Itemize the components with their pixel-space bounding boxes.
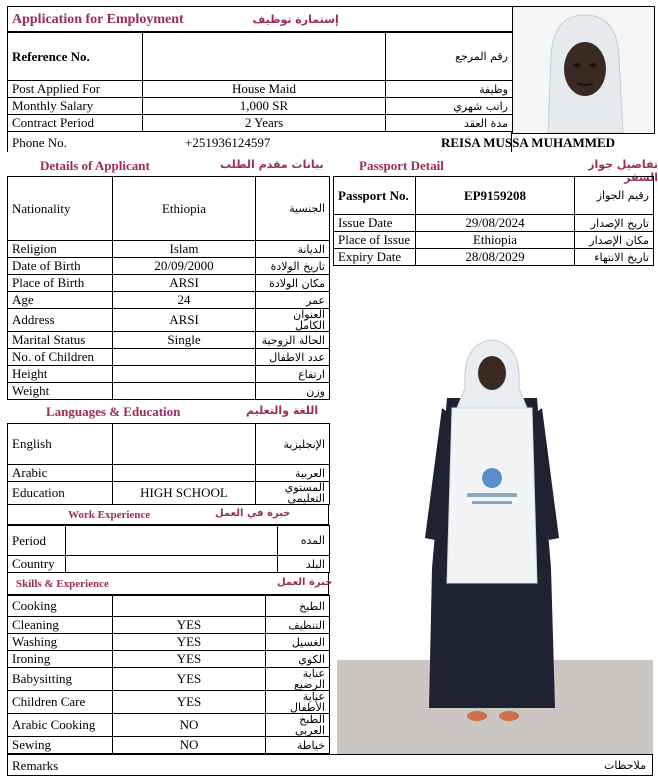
row-label: Period	[8, 526, 66, 556]
skills-title: Skills & Experience	[16, 578, 109, 590]
table-row	[8, 691, 330, 714]
row-value: YES	[113, 634, 266, 651]
table-row	[8, 465, 330, 482]
table-row	[8, 115, 513, 132]
table-row	[8, 349, 330, 366]
row-label: Monthly Salary	[8, 98, 143, 115]
row-label: Nationality	[8, 177, 113, 241]
row-value: 2 Years	[143, 115, 386, 132]
table-row	[8, 33, 513, 81]
row-value: 20/09/2000	[113, 258, 256, 275]
passport-title: Passport Detail	[359, 158, 444, 173]
row-value	[113, 383, 256, 400]
row-value: 28/08/2029	[416, 249, 575, 266]
applicant-name: REISA MUSSA MUHAMMED	[441, 135, 616, 150]
row-value	[113, 366, 256, 383]
row-label-ar: الجنسية	[256, 177, 330, 241]
table-row	[8, 634, 330, 651]
row-label-ar: الغسيل	[266, 634, 330, 651]
row-label: Babysitting	[8, 668, 113, 691]
row-label-ar: تاريخ الإصدار	[575, 215, 654, 232]
passport-title-ar: تفاصيل جواز السفر	[588, 158, 658, 184]
title-ar: إستمارة توظيف	[252, 12, 339, 26]
table-row	[8, 617, 330, 634]
row-value: Ethiopia	[113, 177, 256, 241]
work-title: Work Experience	[68, 509, 151, 521]
row-label: No. of Children	[8, 349, 113, 366]
row-label-ar: الإنجليزية	[256, 424, 330, 465]
table-row	[8, 714, 330, 737]
phone-label: Phone No.	[12, 135, 67, 150]
row-label-ar: راتب شهري	[386, 98, 513, 115]
row-value: NO	[113, 737, 266, 754]
row-label-ar: وزن	[256, 383, 330, 400]
phone-row	[7, 132, 512, 152]
row-label: Date of Birth	[8, 258, 113, 275]
row-value	[113, 465, 256, 482]
row-value	[113, 349, 256, 366]
table-row	[8, 556, 330, 573]
row-label-ar: رقم المرجع	[386, 33, 513, 81]
row-value: House Maid	[143, 81, 386, 98]
row-label: Marital Status	[8, 332, 113, 349]
row-label: Education	[8, 482, 113, 505]
row-label: Passport No.	[334, 177, 416, 215]
row-label: Cleaning	[8, 617, 113, 634]
table-row	[334, 232, 654, 249]
remarks-label-ar: ملاحظات	[604, 759, 646, 772]
row-label: Sewing	[8, 737, 113, 754]
details-title: Details of Applicant	[40, 158, 150, 173]
row-value: Ethiopia	[416, 232, 575, 249]
row-label-ar: عمر	[256, 292, 330, 309]
table-row	[8, 258, 330, 275]
row-value: ARSI	[113, 275, 256, 292]
row-label: Arabic Cooking	[8, 714, 113, 737]
row-value	[66, 526, 278, 556]
details-table	[7, 176, 330, 400]
row-label-ar: العنوان الكامل	[256, 309, 330, 332]
row-label-ar: ارتفاع	[256, 366, 330, 383]
row-value: ARSI	[113, 309, 256, 332]
row-label-ar: عدد الاطفال	[256, 349, 330, 366]
row-value: YES	[113, 617, 266, 634]
table-row	[8, 668, 330, 691]
table-row	[8, 177, 330, 241]
row-label-ar: الطبخ	[266, 596, 330, 617]
table-row	[8, 596, 330, 617]
table-row	[8, 241, 330, 258]
row-label: Reference No.	[8, 33, 143, 81]
applicant-headshot	[512, 6, 655, 134]
table-row	[8, 526, 330, 556]
row-label: Arabic	[8, 465, 113, 482]
row-label-ar: المستوي التعليمي	[256, 482, 330, 505]
row-value: EP9159208	[416, 177, 575, 215]
remarks-label: Remarks	[12, 758, 59, 773]
row-value: 29/08/2024	[416, 215, 575, 232]
row-label-ar: الكوي	[266, 651, 330, 668]
table-row	[8, 482, 330, 505]
row-label: Issue Date	[334, 215, 416, 232]
row-label: Expiry Date	[334, 249, 416, 266]
row-label-ar: خياطة	[266, 737, 330, 754]
row-value	[143, 33, 386, 81]
table-row	[8, 383, 330, 400]
row-label: Place of Birth	[8, 275, 113, 292]
row-label-ar: المده	[278, 526, 330, 556]
table-row	[8, 651, 330, 668]
row-label: Contract Period	[8, 115, 143, 132]
table-row	[8, 332, 330, 349]
table-row	[8, 292, 330, 309]
row-label: Post Applied For	[8, 81, 143, 98]
row-value: YES	[113, 691, 266, 714]
row-label-ar: تاريخ الولادة	[256, 258, 330, 275]
row-value: YES	[113, 651, 266, 668]
details-title-ar: بيانات مقدم الطلب	[220, 158, 324, 171]
row-value: NO	[113, 714, 266, 737]
table-row	[334, 215, 654, 232]
row-label-ar: الطبخ العربي	[266, 714, 330, 737]
row-label: Religion	[8, 241, 113, 258]
skills-table	[7, 595, 330, 754]
row-label-ar: الديانة	[256, 241, 330, 258]
row-label: Height	[8, 366, 113, 383]
table-row	[8, 424, 330, 465]
work-table	[7, 525, 330, 573]
row-label-ar: التنظيف	[266, 617, 330, 634]
top-info-table	[7, 32, 513, 132]
remarks-row	[7, 754, 653, 776]
row-label-ar: مكان الولادة	[256, 275, 330, 292]
row-label-ar: عناية الرضيع	[266, 668, 330, 691]
row-label-ar: مكان الإصدار	[575, 232, 654, 249]
passport-table	[333, 176, 654, 266]
skills-title-ar: خبرة العمل	[277, 577, 333, 588]
row-label: Weight	[8, 383, 113, 400]
row-label: Children Care	[8, 691, 113, 714]
work-title-ar: خبرة في العمل	[215, 508, 291, 519]
table-row	[8, 309, 330, 332]
languages-title: Languages & Education	[46, 404, 181, 419]
row-label-ar: الحالة الزوجية	[256, 332, 330, 349]
row-label: Place of Issue	[334, 232, 416, 249]
applicant-fullbody-photo	[337, 268, 653, 754]
row-label-ar: مدة العقد	[386, 115, 513, 132]
table-row	[8, 98, 513, 115]
row-label: Cooking	[8, 596, 113, 617]
table-row	[334, 177, 654, 215]
table-row	[8, 737, 330, 754]
row-label: Ironing	[8, 651, 113, 668]
row-value	[113, 596, 266, 617]
table-row	[8, 366, 330, 383]
table-row	[334, 249, 654, 266]
row-label: Age	[8, 292, 113, 309]
languages-title-ar: اللغة والتعليم	[246, 404, 319, 417]
row-label-ar: عناية الأطفال	[266, 691, 330, 714]
row-value	[66, 556, 278, 573]
row-label-ar: العربية	[256, 465, 330, 482]
phone-value: +251936124597	[185, 135, 271, 150]
row-value: YES	[113, 668, 266, 691]
row-label-ar: تاريخ الانتهاء	[575, 249, 654, 266]
row-value: HIGH SCHOOL	[113, 482, 256, 505]
row-value	[113, 424, 256, 465]
row-label: Washing	[8, 634, 113, 651]
row-value: 1,000 SR	[143, 98, 386, 115]
row-value: Islam	[113, 241, 256, 258]
table-row	[8, 275, 330, 292]
languages-table	[7, 423, 330, 505]
row-label: English	[8, 424, 113, 465]
row-value: 24	[113, 292, 256, 309]
header-table	[7, 6, 512, 32]
row-label-ar: وظيفة	[386, 81, 513, 98]
row-label: Address	[8, 309, 113, 332]
row-label-ar: رقيم الجواز	[575, 177, 654, 215]
table-row	[8, 81, 513, 98]
row-label-ar: البلد	[278, 556, 330, 573]
row-label: Country	[8, 556, 66, 573]
row-value: Single	[113, 332, 256, 349]
title-en: Application for Employment	[12, 11, 184, 27]
